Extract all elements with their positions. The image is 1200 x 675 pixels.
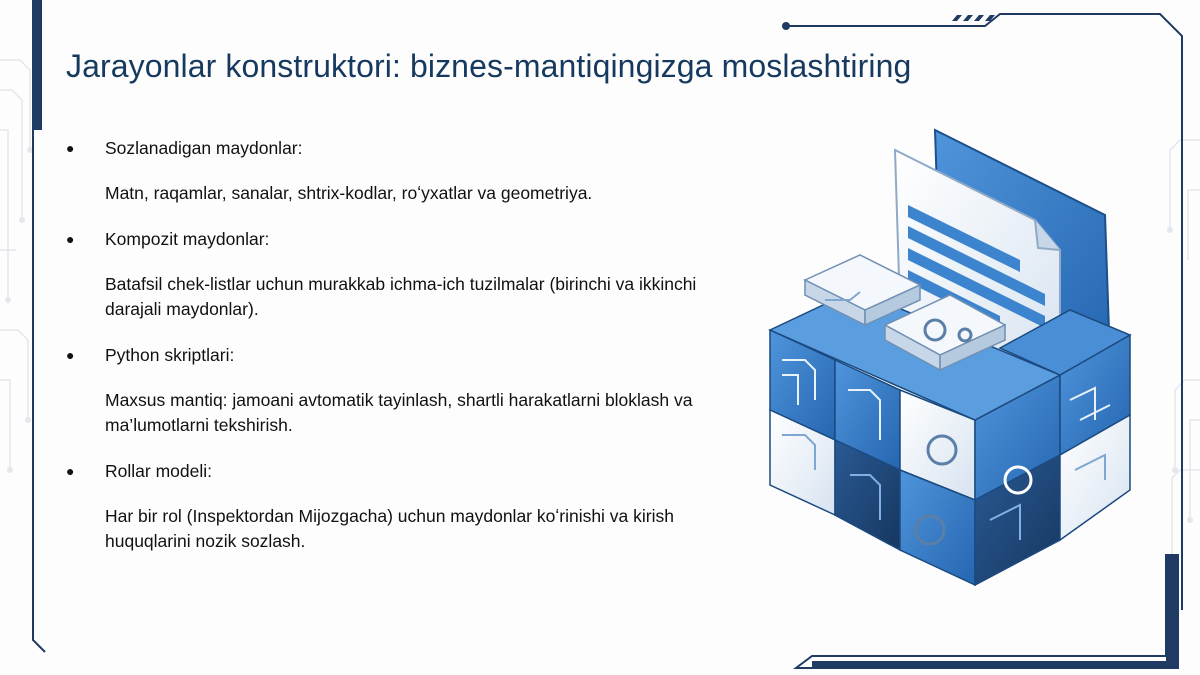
list-item — [66, 227, 746, 322]
list-item — [66, 459, 746, 554]
item-heading: Rollar modeli: — [105, 461, 212, 481]
item-heading: Kompozit maydonlar: — [105, 229, 270, 249]
item-heading: Python skriptlari: — [105, 345, 235, 365]
bullet-list — [66, 136, 746, 554]
bullet-icon: ● — [66, 140, 75, 156]
page-title: Jarayonlar konstruktori: biznes-mantiqingizga moslashtiring — [66, 48, 912, 84]
item-description: Maxsus mantiq: jamoani avtomatik tayinlash, shartli harakatlarni bloklash va ma’lumotlarni tekshirish. — [105, 390, 693, 435]
bullet-icon: ● — [66, 231, 75, 247]
bullet-icon: ● — [66, 347, 75, 363]
list-item — [66, 343, 746, 438]
list-item — [66, 136, 746, 206]
item-description: Matn, raqamlar, sanalar, shtrix-kodlar, roʻyxatlar va geometriya. — [105, 183, 593, 203]
item-description: Batafsil chek-listlar uchun murakkab ichma-ich tuzilmalar (birinchi va ikkinchi darajali maydonlar). — [105, 274, 697, 319]
item-description: Har bir rol (Inspektordan Mijozgacha) uchun maydonlar koʻrinishi va kirish huquqlarini nozik sozlash. — [105, 506, 674, 551]
item-heading: Sozlanadigan maydonlar: — [105, 138, 303, 158]
modular-blocks-document-icon — [760, 120, 1140, 590]
bullet-icon: ● — [66, 463, 75, 479]
